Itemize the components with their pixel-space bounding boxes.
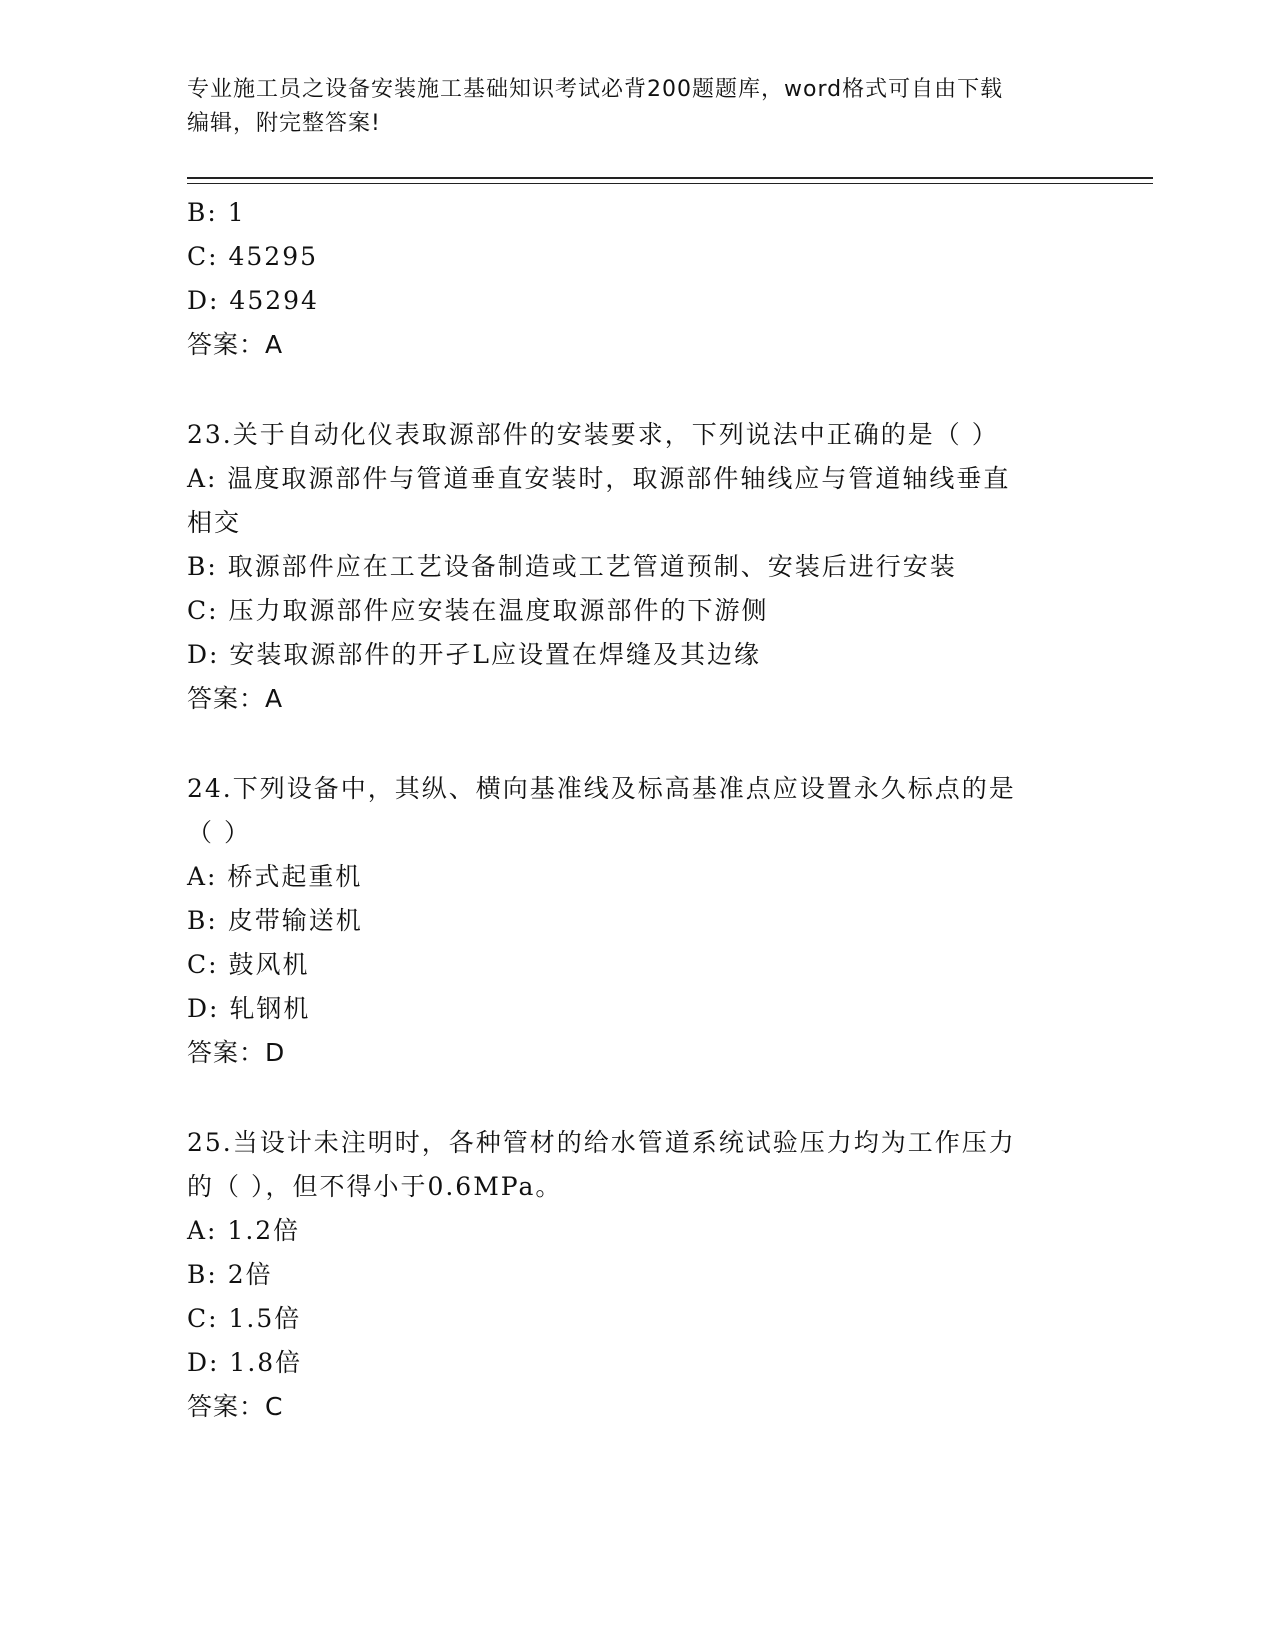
q23-stem: 23.关于自动化仪表取源部件的安装要求，下列说法中正确的是（ ）: [187, 420, 999, 449]
q24-answer: 答案：D: [187, 1038, 286, 1067]
q25-stem-continued: 的（ ），但不得小于0.6MPa。: [187, 1172, 563, 1201]
q23-option-c: C: 压力取源部件应安装在温度取源部件的下游侧: [187, 596, 769, 625]
header-rule-thin: [187, 183, 1153, 184]
q25-option-a: A: 1.2倍: [187, 1216, 301, 1245]
q24-option-a: A: 桥式起重机: [187, 862, 363, 891]
q22-option-b: B: 1: [187, 198, 246, 227]
q25-stem: 25.当设计未注明时，各种管材的给水管道系统试验压力均为工作压力: [187, 1128, 1016, 1157]
q24-option-c: C: 鼓风机: [187, 950, 310, 979]
q25-option-d: D: 1.8倍: [187, 1348, 303, 1377]
q23-answer: 答案：A: [187, 684, 284, 713]
q24-stem-continued: （ ）: [187, 818, 251, 847]
q25-answer: 答案：C: [187, 1392, 284, 1421]
q24-option-b: B: 皮带输送机: [187, 906, 363, 935]
q24-stem: 24.下列设备中，其纵、横向基准线及标高基准点应设置永久标点的是: [187, 774, 1016, 803]
q25-option-b: B: 2倍: [187, 1260, 273, 1289]
document-header: [187, 73, 1067, 141]
header-line-2: 编辑，附完整答案!: [187, 111, 381, 136]
q23-option-a: A: 温度取源部件与管道垂直安装时，取源部件轴线应与管道轴线垂直: [187, 464, 1011, 493]
q25-option-c: C: 1.5倍: [187, 1304, 302, 1333]
q22-option-c: C: 45295: [187, 242, 319, 271]
header-rule-thick: [187, 177, 1153, 179]
q22-option-d: D: 45294: [187, 286, 319, 315]
q23-option-d: D: 安装取源部件的开孑L应设置在焊缝及其边缘: [187, 640, 762, 669]
q23-option-b: B: 取源部件应在工艺设备制造或工艺管道预制、安装后进行安装: [187, 552, 957, 581]
q22-answer: 答案：A: [187, 330, 284, 359]
header-line-1: 专业施工员之设备安装施工基础知识考试必背200题题库，word格式可自由下载: [187, 77, 1004, 102]
q24-option-d: D: 轧钢机: [187, 994, 311, 1023]
q23-option-a-continued: 相交: [187, 508, 242, 537]
